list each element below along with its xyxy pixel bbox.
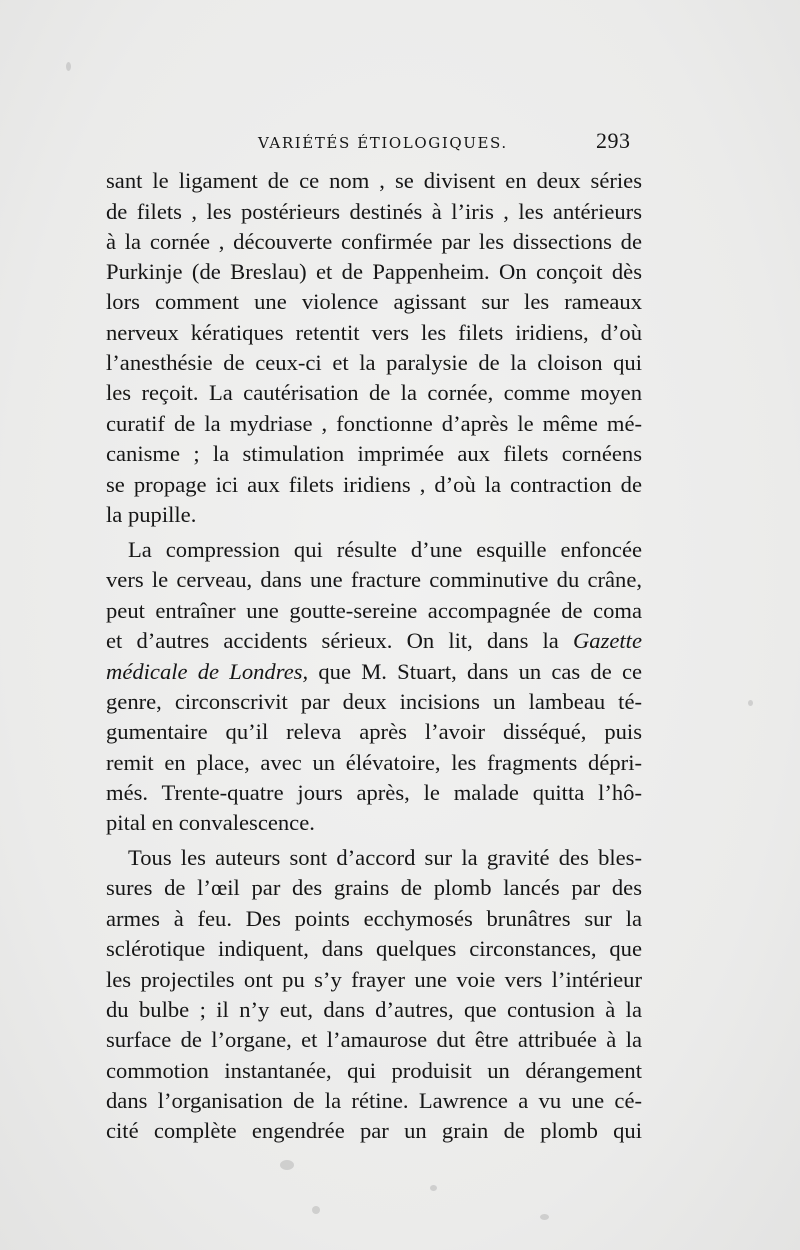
paragraph-first-line: Tous les auteurs sont d’accord sur la gravité des bles- bbox=[128, 845, 642, 870]
journal-title-italic: Gazette bbox=[572, 628, 642, 653]
text-line: sant le ligament de ce nom , se divisent en deux séries bbox=[106, 168, 642, 193]
text-line bbox=[106, 657, 642, 687]
text-line: gumentaire qu’il releva après l’avoir disséqué, puis bbox=[106, 719, 642, 744]
text-line: peut entraîner une goutte-sereine accompagnée de coma bbox=[106, 598, 642, 623]
running-title: VARIÉTÉS ÉTIOLOGIQUES. bbox=[258, 134, 508, 152]
paper-speck bbox=[540, 1214, 549, 1220]
text-line: nerveux kératiques retentit vers les filets iridiens, d’où bbox=[106, 320, 642, 345]
text-line: l’anesthésie de ceux-ci et la paralysie de la cloison qui bbox=[106, 350, 642, 375]
text-line: la pupille. bbox=[106, 502, 197, 527]
journal-title-italic: médicale de Londres, bbox=[106, 659, 309, 684]
text-line: surface de l’organe, et l’amaurose dut être attribuée à la bbox=[106, 1027, 642, 1052]
paper-speck bbox=[430, 1185, 437, 1191]
paper-speck bbox=[66, 62, 71, 71]
text-line: genre, circonscrivit par deux incisions un lambeau té- bbox=[106, 689, 642, 714]
text-line: armes à feu. Des points ecchymosés brunâtres sur la bbox=[106, 906, 642, 931]
text-line: més. Trente-quatre jours après, le malade quitta l’hô- bbox=[106, 780, 642, 805]
text-line bbox=[106, 626, 642, 656]
paper-speck bbox=[312, 1206, 320, 1214]
text-line: se propage ici aux filets iridiens , d’où la contraction de bbox=[106, 472, 642, 497]
text-line: cité complète engendrée par un grain de plomb qui bbox=[106, 1118, 642, 1143]
text-line: commotion instantanée, qui produisit un dérangement bbox=[106, 1058, 642, 1083]
text-line: de filets , les postérieurs destinés à l’iris , les antérieurs bbox=[106, 199, 642, 224]
page-number: 293 bbox=[596, 128, 631, 153]
text-line: vers le cerveau, dans une fracture comminutive du crâne, bbox=[106, 567, 642, 592]
text-segment: et d’autres accidents sérieux. On lit, dans la bbox=[106, 628, 573, 653]
text-line: dans l’organisation de la rétine. Lawrence a vu une cé- bbox=[106, 1088, 642, 1113]
text-line: curatif de la mydriase , fonctionne d’après le même mé- bbox=[106, 411, 642, 436]
text-line: sclérotique indiquent, dans quelques circonstances, que bbox=[106, 936, 642, 961]
text-line: canisme ; la stimulation imprimée aux filets cornéens bbox=[106, 441, 642, 466]
text-line: à la cornée , découverte confirmée par les dissections de bbox=[106, 229, 642, 254]
text-line: les projectiles ont pu s’y frayer une voie vers l’intérieur bbox=[106, 967, 642, 992]
paper-speck bbox=[748, 700, 753, 706]
text-line: lors comment une violence agissant sur les rameaux bbox=[106, 289, 642, 314]
text-line: remit en place, avec un élévatoire, les fragments dépri- bbox=[106, 750, 642, 775]
paper-speck bbox=[280, 1160, 294, 1170]
text-line: du bulbe ; il n’y eut, dans d’autres, que contusion à la bbox=[106, 997, 642, 1022]
text-line: sures de l’œil par des grains de plomb lancés par des bbox=[106, 875, 642, 900]
text-segment: que M. Stuart, dans un cas de ce bbox=[308, 659, 643, 684]
text-line: pital en convalescence. bbox=[106, 810, 315, 835]
text-line: Purkinje (de Breslau) et de Pappenheim. On conçoit dès bbox=[106, 259, 642, 284]
paragraph-first-line: La compression qui résulte d’une esquille enfoncée bbox=[128, 537, 642, 562]
text-line: les reçoit. La cautérisation de la cornée, comme moyen bbox=[106, 380, 642, 405]
